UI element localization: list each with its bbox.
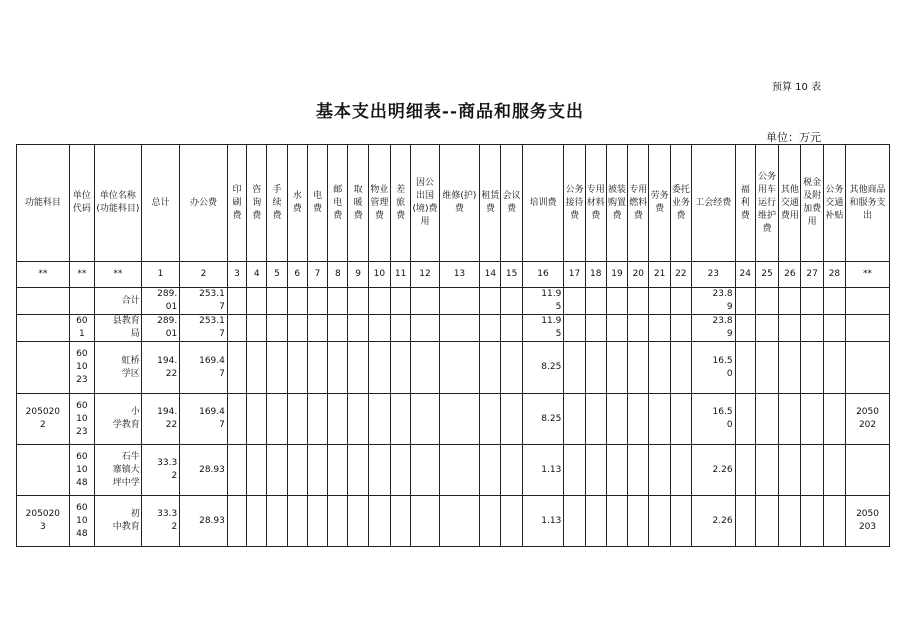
- cell-office: 28.93: [180, 496, 228, 547]
- column-header: 公务用车运行维护费: [755, 145, 778, 262]
- column-index: 17: [564, 262, 585, 288]
- column-header: 委托业务费: [670, 145, 691, 262]
- cell-total: 194. 22: [141, 342, 180, 394]
- cell-name: 小 学教育: [95, 394, 142, 445]
- empty-cell: [755, 315, 778, 342]
- column-header: 手续费: [267, 145, 287, 262]
- empty-cell: [606, 342, 627, 394]
- empty-cell: [585, 496, 606, 547]
- empty-cell: [439, 315, 480, 342]
- cell-other: 2050 203: [846, 496, 890, 547]
- empty-cell: [649, 394, 670, 445]
- column-index: 1: [141, 262, 180, 288]
- empty-cell: [801, 315, 823, 342]
- empty-cell: [348, 315, 368, 342]
- cell-total: 33.3 2: [141, 496, 180, 547]
- empty-cell: [755, 288, 778, 315]
- empty-cell: [411, 342, 439, 394]
- cell-training: 11.9 5: [522, 315, 564, 342]
- cell-training: 8.25: [522, 342, 564, 394]
- cell-code: [17, 342, 70, 394]
- empty-cell: [801, 445, 823, 496]
- cell-office: 169.4 7: [180, 394, 228, 445]
- column-index: 27: [801, 262, 823, 288]
- table-row: [17, 315, 890, 342]
- empty-cell: [670, 445, 691, 496]
- unit-label: 单位：万元: [766, 131, 821, 144]
- cell-training: 8.25: [522, 394, 564, 445]
- empty-cell: [348, 288, 368, 315]
- empty-cell: [307, 445, 327, 496]
- column-header: 劳务费: [649, 145, 670, 262]
- empty-cell: [247, 445, 267, 496]
- empty-cell: [649, 288, 670, 315]
- column-header: 差旅费: [391, 145, 411, 262]
- column-index: 18: [585, 262, 606, 288]
- empty-cell: [391, 445, 411, 496]
- empty-cell: [480, 394, 501, 445]
- empty-cell: [247, 496, 267, 547]
- table-row: [17, 342, 890, 394]
- cell-union: 16.5 0: [692, 342, 736, 394]
- column-header: 印刷费: [227, 145, 246, 262]
- empty-cell: [779, 394, 801, 445]
- cell-code: [17, 315, 70, 342]
- empty-cell: [307, 394, 327, 445]
- empty-cell: [501, 445, 522, 496]
- column-index: 9: [348, 262, 368, 288]
- empty-cell: [227, 496, 246, 547]
- column-header: 公务交通补贴: [823, 145, 845, 262]
- column-index: 24: [735, 262, 755, 288]
- empty-cell: [368, 394, 390, 445]
- cell-name: 虹桥 学区: [95, 342, 142, 394]
- empty-cell: [735, 288, 755, 315]
- empty-cell: [307, 288, 327, 315]
- empty-cell: [287, 394, 307, 445]
- column-index: 25: [755, 262, 778, 288]
- column-header: 税金及附加费用: [801, 145, 823, 262]
- empty-cell: [480, 342, 501, 394]
- empty-cell: [564, 342, 585, 394]
- empty-cell: [735, 496, 755, 547]
- empty-cell: [328, 496, 348, 547]
- column-header: 电费: [307, 145, 327, 262]
- cell-union: 16.5 0: [692, 394, 736, 445]
- empty-cell: [801, 496, 823, 547]
- empty-cell: [439, 496, 480, 547]
- empty-cell: [564, 288, 585, 315]
- column-header: 总计: [141, 145, 180, 262]
- empty-cell: [735, 342, 755, 394]
- empty-cell: [439, 288, 480, 315]
- empty-cell: [328, 288, 348, 315]
- column-index: 14: [480, 262, 501, 288]
- empty-cell: [801, 288, 823, 315]
- empty-cell: [755, 394, 778, 445]
- column-index: 10: [368, 262, 390, 288]
- cell-office: 28.93: [180, 445, 228, 496]
- empty-cell: [267, 315, 287, 342]
- table-body: [17, 288, 890, 547]
- empty-cell: [779, 315, 801, 342]
- empty-cell: [368, 288, 390, 315]
- empty-cell: [247, 315, 267, 342]
- column-header: 办公费: [180, 145, 228, 262]
- empty-cell: [755, 496, 778, 547]
- empty-cell: [480, 288, 501, 315]
- column-index: 11: [391, 262, 411, 288]
- column-index: 21: [649, 262, 670, 288]
- cell-union: 23.8 9: [692, 315, 736, 342]
- empty-cell: [411, 315, 439, 342]
- column-header: 专用材料费: [585, 145, 606, 262]
- empty-cell: [328, 394, 348, 445]
- empty-cell: [755, 342, 778, 394]
- empty-cell: [307, 496, 327, 547]
- empty-cell: [501, 288, 522, 315]
- empty-cell: [439, 445, 480, 496]
- column-header: 单位代码: [69, 145, 94, 262]
- empty-cell: [628, 496, 649, 547]
- empty-cell: [287, 315, 307, 342]
- column-index: **: [846, 262, 890, 288]
- column-header: 其他商品和服务支出: [846, 145, 890, 262]
- cell-code: [17, 445, 70, 496]
- empty-cell: [823, 496, 845, 547]
- table-row: [17, 394, 890, 445]
- cell-name: 初 中教育: [95, 496, 142, 547]
- column-index: 28: [823, 262, 845, 288]
- column-index: 8: [328, 262, 348, 288]
- empty-cell: [564, 445, 585, 496]
- column-index: 4: [247, 262, 267, 288]
- empty-cell: [227, 394, 246, 445]
- empty-cell: [735, 394, 755, 445]
- column-index: 20: [628, 262, 649, 288]
- table-row: [17, 445, 890, 496]
- empty-cell: [391, 394, 411, 445]
- empty-cell: [779, 445, 801, 496]
- column-index: 22: [670, 262, 691, 288]
- column-header: 培训费: [522, 145, 564, 262]
- empty-cell: [735, 315, 755, 342]
- empty-cell: [628, 315, 649, 342]
- empty-cell: [227, 342, 246, 394]
- empty-cell: [247, 342, 267, 394]
- empty-cell: [348, 394, 368, 445]
- empty-cell: [823, 394, 845, 445]
- empty-cell: [227, 288, 246, 315]
- empty-cell: [247, 394, 267, 445]
- cell-training: 1.13: [522, 445, 564, 496]
- cell-office: 169.4 7: [180, 342, 228, 394]
- cell-training: 11.9 5: [522, 288, 564, 315]
- empty-cell: [823, 315, 845, 342]
- column-header: 邮电费: [328, 145, 348, 262]
- empty-cell: [501, 342, 522, 394]
- empty-cell: [391, 315, 411, 342]
- cell-office: 253.1 7: [180, 288, 228, 315]
- column-header: 物业管理费: [368, 145, 390, 262]
- empty-cell: [670, 315, 691, 342]
- cell-training: 1.13: [522, 496, 564, 547]
- column-index: 2: [180, 262, 228, 288]
- empty-cell: [328, 315, 348, 342]
- cell-total: 33.3 2: [141, 445, 180, 496]
- cell-code: [17, 288, 70, 315]
- empty-cell: [348, 496, 368, 547]
- empty-cell: [628, 445, 649, 496]
- empty-cell: [348, 342, 368, 394]
- cell-name: 县教育 局: [95, 315, 142, 342]
- cell-unit: 60 10 23: [69, 342, 94, 394]
- column-header: 被装购置费: [606, 145, 627, 262]
- column-header: 功能科目: [17, 145, 70, 262]
- column-header: 公务接待费: [564, 145, 585, 262]
- header-row: [17, 145, 890, 262]
- empty-cell: [585, 315, 606, 342]
- column-header: 因公出国(境)费用: [411, 145, 439, 262]
- cell-union: 2.26: [692, 445, 736, 496]
- empty-cell: [368, 342, 390, 394]
- column-header: 咨询费: [247, 145, 267, 262]
- column-header: 维修(护)费: [439, 145, 480, 262]
- empty-cell: [606, 315, 627, 342]
- empty-cell: [585, 288, 606, 315]
- empty-cell: [287, 496, 307, 547]
- cell-other: [846, 445, 890, 496]
- column-header: 福利费: [735, 145, 755, 262]
- empty-cell: [267, 496, 287, 547]
- column-header: 专用燃料费: [628, 145, 649, 262]
- empty-cell: [480, 445, 501, 496]
- column-header: 单位名称(功能科目): [95, 145, 142, 262]
- empty-cell: [670, 342, 691, 394]
- empty-cell: [247, 288, 267, 315]
- table-row: [17, 496, 890, 547]
- cell-union: 23.8 9: [692, 288, 736, 315]
- empty-cell: [267, 394, 287, 445]
- empty-cell: [348, 445, 368, 496]
- empty-cell: [411, 445, 439, 496]
- empty-cell: [779, 288, 801, 315]
- cell-code: 205020 2: [17, 394, 70, 445]
- empty-cell: [564, 315, 585, 342]
- empty-cell: [649, 315, 670, 342]
- cell-other: 2050 202: [846, 394, 890, 445]
- empty-cell: [823, 342, 845, 394]
- empty-cell: [501, 496, 522, 547]
- empty-cell: [670, 288, 691, 315]
- column-index: 19: [606, 262, 627, 288]
- column-index: 23: [692, 262, 736, 288]
- empty-cell: [287, 288, 307, 315]
- empty-cell: [801, 394, 823, 445]
- empty-cell: [649, 445, 670, 496]
- empty-cell: [328, 445, 348, 496]
- cell-name: 石牛 寨镇大 坪中学: [95, 445, 142, 496]
- empty-cell: [649, 496, 670, 547]
- empty-cell: [439, 342, 480, 394]
- empty-cell: [564, 496, 585, 547]
- empty-cell: [287, 445, 307, 496]
- column-header: 其他交通费用: [779, 145, 801, 262]
- column-index: 3: [227, 262, 246, 288]
- empty-cell: [439, 394, 480, 445]
- empty-cell: [227, 315, 246, 342]
- empty-cell: [649, 342, 670, 394]
- cell-office: 253.1 7: [180, 315, 228, 342]
- empty-cell: [585, 342, 606, 394]
- index-row: [17, 262, 890, 288]
- column-header: 水费: [287, 145, 307, 262]
- cell-total: 289. 01: [141, 315, 180, 342]
- empty-cell: [585, 394, 606, 445]
- empty-cell: [823, 288, 845, 315]
- column-index: 15: [501, 262, 522, 288]
- cell-other: [846, 315, 890, 342]
- table-code: 预算 10 表: [772, 82, 822, 93]
- empty-cell: [606, 394, 627, 445]
- empty-cell: [307, 315, 327, 342]
- cell-other: [846, 288, 890, 315]
- empty-cell: [307, 342, 327, 394]
- empty-cell: [585, 445, 606, 496]
- empty-cell: [564, 394, 585, 445]
- empty-cell: [735, 445, 755, 496]
- empty-cell: [779, 342, 801, 394]
- column-index: 26: [779, 262, 801, 288]
- empty-cell: [779, 496, 801, 547]
- column-index: 13: [439, 262, 480, 288]
- column-header: 租赁费: [480, 145, 501, 262]
- empty-cell: [801, 342, 823, 394]
- empty-cell: [606, 496, 627, 547]
- empty-cell: [391, 288, 411, 315]
- column-index: 6: [287, 262, 307, 288]
- empty-cell: [267, 342, 287, 394]
- cell-unit: [69, 288, 94, 315]
- cell-name: 合计: [95, 288, 142, 315]
- empty-cell: [411, 288, 439, 315]
- table-row: [17, 288, 890, 315]
- expenditure-table: [16, 144, 890, 547]
- empty-cell: [501, 315, 522, 342]
- empty-cell: [480, 496, 501, 547]
- column-index: **: [69, 262, 94, 288]
- empty-cell: [227, 445, 246, 496]
- column-header: 工会经费: [692, 145, 736, 262]
- cell-total: 289. 01: [141, 288, 180, 315]
- column-index: **: [95, 262, 142, 288]
- cell-unit: 60 1: [69, 315, 94, 342]
- cell-other: [846, 342, 890, 394]
- empty-cell: [755, 445, 778, 496]
- column-header: 会议费: [501, 145, 522, 262]
- empty-cell: [606, 288, 627, 315]
- empty-cell: [287, 342, 307, 394]
- empty-cell: [670, 394, 691, 445]
- empty-cell: [670, 496, 691, 547]
- empty-cell: [411, 394, 439, 445]
- column-index: 12: [411, 262, 439, 288]
- column-index: 5: [267, 262, 287, 288]
- empty-cell: [606, 445, 627, 496]
- cell-unit: 60 10 48: [69, 496, 94, 547]
- cell-total: 194. 22: [141, 394, 180, 445]
- column-index: 7: [307, 262, 327, 288]
- empty-cell: [628, 288, 649, 315]
- cell-unit: 60 10 48: [69, 445, 94, 496]
- empty-cell: [411, 496, 439, 547]
- empty-cell: [823, 445, 845, 496]
- cell-unit: 60 10 23: [69, 394, 94, 445]
- empty-cell: [368, 445, 390, 496]
- empty-cell: [391, 496, 411, 547]
- column-header: 取暖费: [348, 145, 368, 262]
- empty-cell: [328, 342, 348, 394]
- cell-code: 205020 3: [17, 496, 70, 547]
- empty-cell: [480, 315, 501, 342]
- empty-cell: [628, 342, 649, 394]
- empty-cell: [267, 288, 287, 315]
- empty-cell: [368, 315, 390, 342]
- cell-union: 2.26: [692, 496, 736, 547]
- empty-cell: [501, 394, 522, 445]
- document-title: 基本支出明细表--商品和服务支出: [315, 102, 585, 122]
- column-index: 16: [522, 262, 564, 288]
- empty-cell: [628, 394, 649, 445]
- empty-cell: [391, 342, 411, 394]
- column-index: **: [17, 262, 70, 288]
- empty-cell: [368, 496, 390, 547]
- empty-cell: [267, 445, 287, 496]
